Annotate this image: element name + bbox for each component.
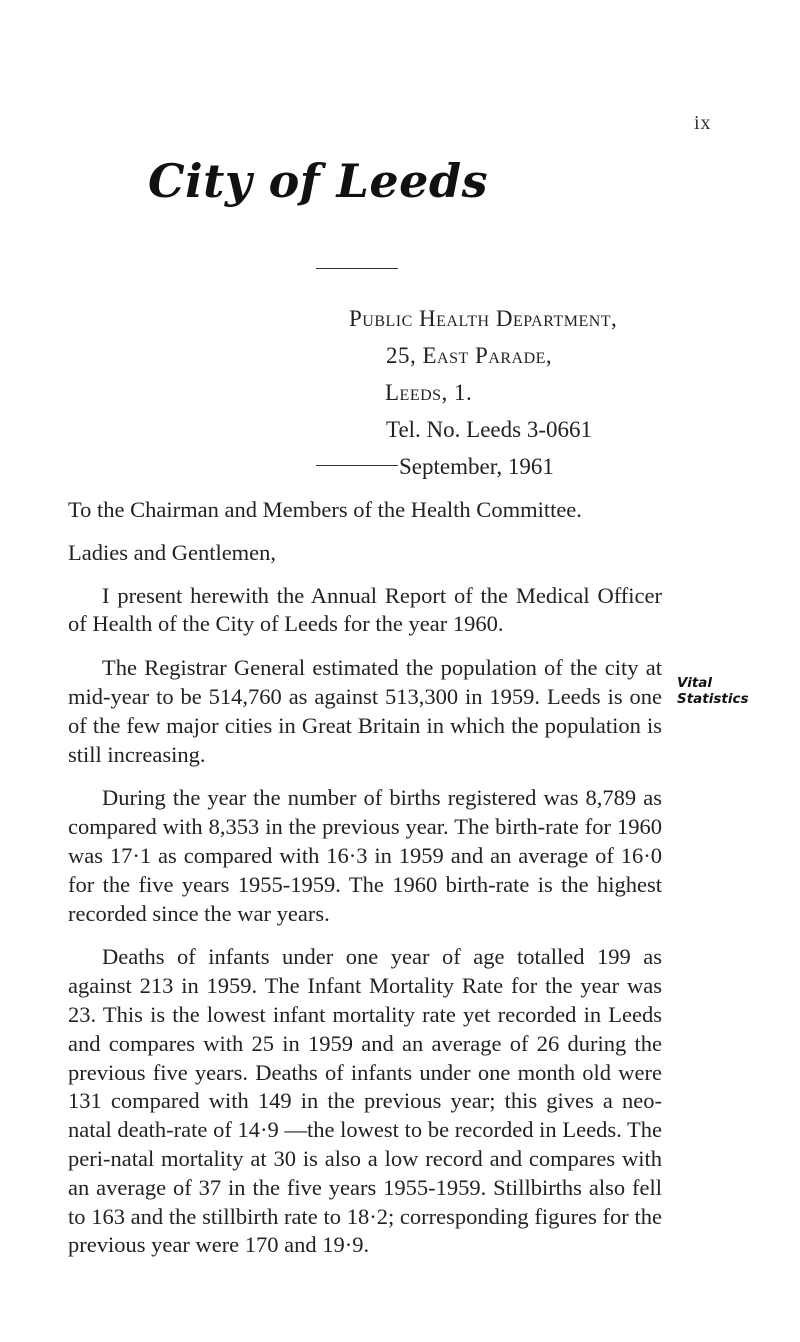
letter-greeting: Ladies and Gentlemen, xyxy=(68,539,277,565)
address-line-date: September, 1961 xyxy=(399,454,554,479)
divider-top xyxy=(316,268,398,269)
address-line-department: Public Health Department, xyxy=(349,306,618,331)
paragraph-introduction: I present herewith the Annual Report of the Medical Officer of Health of the City of Leeds for the year 1960. xyxy=(68,582,662,637)
paragraph-population: The Registrar General estimated the population of the city at mid-year to be 514,760 as against 513,300 in 1959. Leeds is one of the few major cities in Great Britain in which the population is still increasing. xyxy=(68,655,662,767)
page-title: City of Leeds xyxy=(148,154,488,208)
address-line-city: Leeds, 1. xyxy=(385,380,473,405)
margin-note-line1: Vital xyxy=(677,675,713,691)
margin-note-line2: Statistics xyxy=(677,691,749,707)
divider-bottom xyxy=(316,465,398,466)
letter-addressee: To the Chairman and Members of the Health Committee. xyxy=(68,497,582,522)
page-number: ix xyxy=(694,112,712,134)
address-line-telephone: Tel. No. Leeds 3-0661 xyxy=(386,417,592,442)
address-line-street: 25, East Parade, xyxy=(386,343,553,368)
margin-note-vital-statistics xyxy=(677,675,749,707)
paragraph-infant-deaths: Deaths of infants under one year of age totalled 199 as against 213 in 1959. The Infant Mortality Rate for the year was 23. This is the lowest infant mortality rate yet recorded in Leeds and compares with 25 in 1959 and an average of 26 during the previous five years. Deaths of infants under one month old were 131 compared with 149 in the previous year; this gives a neo-natal death-rate of 14·9 —the lowest to be recorded in Leeds. The peri-natal mortality at 30 is also a low record and compares with an average of 37 in the five years 1955-1959. Stillbirths also fell to 163 and the stillbirth rate to 18·2; corresponding figures for the previous year were 170 and 19·9. xyxy=(68,944,662,1258)
paragraph-births: During the year the number of births registered was 8,789 as compared with 8,353 in the previous year. The birth-rate for 1960 was 17·1 as compared with 16·3 in 1959 and an average of 16·0 for the five years 1955-1959. The 1960 birth-rate is the highest recorded since the war years. xyxy=(68,785,662,926)
sender-address xyxy=(349,300,779,485)
letter-body xyxy=(68,496,662,1275)
